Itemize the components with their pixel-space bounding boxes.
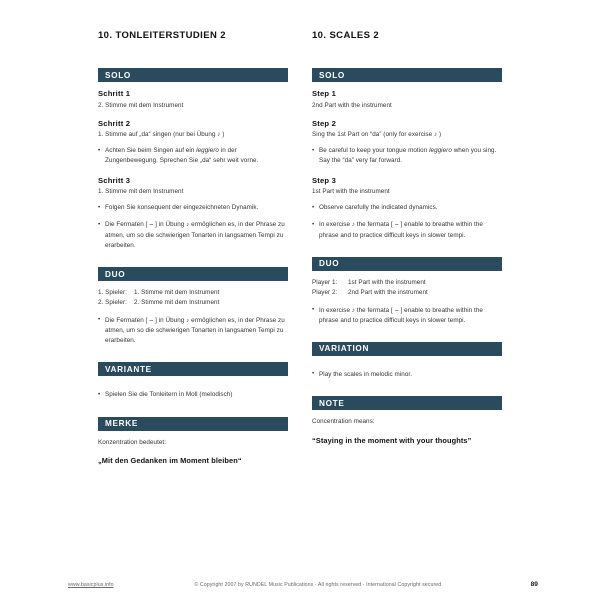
step-title: Schritt 3: [98, 175, 131, 185]
bullet-item: • Folgen Sie konsequent der eingezeichneten Dynamik.: [98, 203, 288, 213]
note-quote: “Staying in the moment with your thoughts”: [312, 435, 472, 445]
bullet-list: [312, 306, 502, 326]
role-row: [312, 288, 502, 298]
role-value: 1st Part with the instrument: [348, 278, 426, 286]
role-key: 2. Spieler:: [98, 299, 127, 307]
bullet-item: • In exercise ♪ the fermata [ ⌢ ] enable to breathe within the phrase and to practice difficult keys in slower tempi.: [312, 220, 502, 240]
bullet-item: • Observe carefully the indicated dynamics.: [312, 203, 502, 213]
step-title: Step 2: [312, 118, 336, 128]
section-banner: DUO: [312, 257, 502, 271]
bullet-item: • Spielen Sie die Tonleitern in Moll (melodisch): [98, 390, 288, 400]
section-body: [98, 376, 288, 400]
role-key: Player 1:: [312, 278, 338, 286]
step-subtitle: 2. Stimme mit dem Instrument: [98, 101, 184, 109]
section-duo-german: [98, 267, 288, 346]
role-key: 1. Spieler:: [98, 289, 127, 296]
page-title-english: 10. SCALES 2: [312, 30, 380, 41]
bullet-item: • Die Fermaten [ ⌢ ] in Übung ♪ ermöglichen es, in der Phrase zu atmen, um so die schwierigen Tonarten in langsamen Tempi zu erarbeiten.: [98, 220, 288, 251]
section-body: [312, 82, 502, 241]
section-merke-german: [98, 417, 288, 467]
note-lead: Konzentration bedeutet:: [98, 438, 167, 446]
step-block: [98, 176, 288, 251]
step-block: [312, 176, 502, 241]
role-row: [98, 288, 288, 298]
step-title: Step 3: [312, 175, 336, 185]
step-title: Step 1: [312, 89, 336, 98]
section-duo-english: [312, 257, 502, 326]
bullet-list: [312, 203, 502, 241]
section-variante-german: [98, 362, 288, 400]
step-title: Schritt 2: [98, 118, 131, 128]
section-note-english: [312, 396, 502, 446]
role-value: 1. Stimme mit dem Instrument: [134, 289, 220, 296]
step-block: [98, 89, 288, 110]
section-body: [312, 356, 502, 380]
step-subtitle: 2nd Part with the instrument: [312, 101, 392, 109]
role-key: Player 2:: [312, 289, 338, 297]
step-subtitle: Sing the 1st Part on “da” (only for exercise ♪ ): [312, 131, 442, 139]
section-body: [98, 281, 288, 346]
bullet-list: [98, 390, 288, 400]
footer-website-link[interactable]: www.basicplus.info: [68, 582, 114, 588]
section-banner: VARIANTE: [98, 362, 288, 376]
bullet-list: [312, 146, 502, 166]
step-subtitle: 1st Part with the instrument: [312, 188, 390, 196]
step-subtitle: 1. Stimme mit dem Instrument: [98, 188, 184, 196]
section-banner: MERKE: [98, 417, 288, 431]
step-title: Schritt 1: [98, 89, 131, 98]
bullet-item: • Achten Sie beim Singen auf ein leggiero in der Zungenbewegung. Sprechen Sie „da“ sehr weit vorne.: [98, 146, 288, 166]
bullet-item: • Die Fermaten [ ⌢ ] in Übung ♪ ermöglichen es, in der Phrase zu atmen, um so die schwierigen Tonarten in langsamen Tempi zu erarbeiten.: [98, 316, 288, 347]
role-row: [312, 278, 502, 288]
column-english: [312, 30, 502, 482]
section-banner: VARIATION: [312, 342, 502, 356]
section-body: [312, 271, 502, 326]
step-block: [312, 89, 502, 110]
section-banner: NOTE: [312, 396, 502, 410]
page-footer: [68, 581, 538, 588]
footer-copyright: © Copyright 2007 by RUNDEL Music Publications · All rights reserved · International Copyright secured: [194, 582, 442, 588]
role-row: [98, 298, 288, 308]
step-block: [312, 119, 502, 167]
step-block: [98, 119, 288, 167]
section-banner: SOLO: [98, 68, 288, 82]
section-body: [98, 82, 288, 251]
section-body: [312, 410, 502, 446]
two-column-layout: [98, 30, 502, 482]
step-subtitle: 1. Stimme auf „da“ singen (nur bei Übung ♪ ): [98, 131, 225, 139]
section-solo-german: [98, 68, 288, 251]
bullet-list: [98, 316, 288, 347]
section-body: [98, 431, 288, 467]
role-value: 2nd Part with the instrument: [348, 289, 428, 297]
bullet-item: • Play the scales in melodic minor.: [312, 370, 502, 380]
role-value: 2. Stimme mit dem Instrument: [134, 299, 220, 307]
note-quote: „Mit den Gedanken im Moment bleiben“: [98, 455, 242, 465]
footer-page-number: 89: [530, 581, 538, 588]
page-title-german: 10. TONLEITERSTUDIEN 2: [98, 30, 226, 41]
column-german: [98, 30, 288, 482]
bullet-item: • In exercise ♪ the fermata [ ⌢ ] enable to breathe within the phrase and to practice difficult keys in slower tempi.: [312, 306, 502, 326]
bullet-list: [98, 146, 288, 166]
bullet-list: [312, 370, 502, 380]
section-variation-english: [312, 342, 502, 380]
section-solo-english: [312, 68, 502, 241]
bullet-item: • Be careful to keep your tongue motion leggiero when you sing. Say the “da” very far forward.: [312, 146, 502, 166]
section-banner: DUO: [98, 267, 288, 281]
note-lead: Concentration means:: [312, 418, 375, 426]
section-banner: SOLO: [312, 68, 502, 82]
bullet-list: [98, 203, 288, 251]
